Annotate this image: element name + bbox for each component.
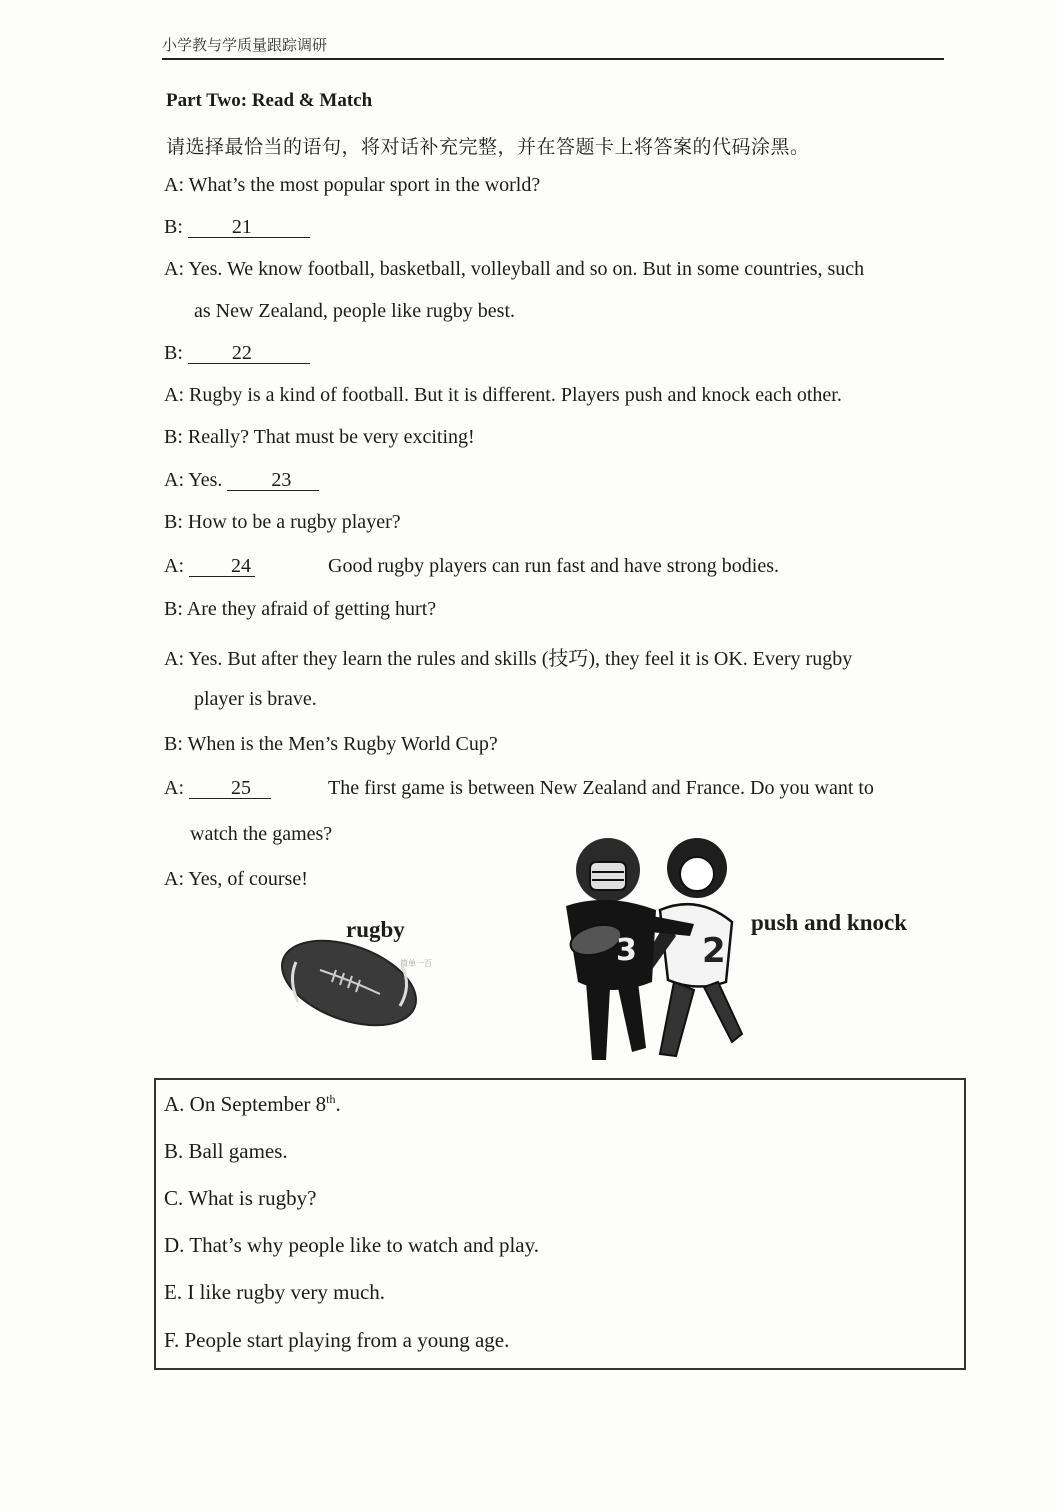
answer-blank-21[interactable]: 21 xyxy=(188,217,310,238)
option-a-post: . xyxy=(335,1092,341,1116)
dialogue-line-10: B: Are they afraid of getting hurt? xyxy=(164,598,437,620)
jersey-number-left: 3 xyxy=(616,933,637,968)
options-box xyxy=(154,1078,966,1370)
dialogue-line-13-cont: watch the games? xyxy=(190,823,333,845)
section-title: Part Two: Read & Match xyxy=(166,90,373,111)
dialogue-line-13-tail: The first game is between New Zealand and France. Do you want to xyxy=(328,777,874,799)
option-e[interactable]: E. I like rugby very much. xyxy=(164,1280,386,1304)
option-f[interactable]: F. People start playing from a young age. xyxy=(164,1328,510,1352)
rugby-label: rugby xyxy=(346,917,405,942)
dialogue-line-3-cont: as New Zealand, people like rugby best. xyxy=(194,300,516,322)
answer-blank-25[interactable]: 25 xyxy=(189,778,271,799)
speaker-a: A: xyxy=(164,777,184,799)
dialogue-line-1: A: What’s the most popular sport in the world? xyxy=(164,174,541,196)
dialogue-line-2 xyxy=(164,216,310,239)
dialogue-line-6: B: Really? That must be very exciting! xyxy=(164,426,475,448)
option-a-sup: th xyxy=(326,1092,336,1106)
option-a-text: A. On September 8 xyxy=(164,1092,327,1116)
dialogue-line-12: B: When is the Men’s Rugby World Cup? xyxy=(164,733,498,755)
speaker-b: B: xyxy=(164,216,183,238)
jersey-number-right: 2 xyxy=(702,931,726,971)
option-b[interactable]: B. Ball games. xyxy=(164,1139,288,1163)
option-c[interactable]: C. What is rugby? xyxy=(164,1186,317,1210)
answer-blank-23[interactable]: 23 xyxy=(227,470,319,491)
dialogue-line-8: B: How to be a rugby player? xyxy=(164,511,401,533)
dialogue-line-4 xyxy=(164,342,310,365)
dialogue-line-11-cont: player is brave. xyxy=(194,688,317,710)
dialogue-line-14: A: Yes, of course! xyxy=(164,868,308,890)
answer-blank-24[interactable]: 24 xyxy=(189,556,255,577)
option-d[interactable]: D. That’s why people like to watch and play. xyxy=(164,1233,539,1257)
header-text: 小学教与学质量跟踪调研 xyxy=(162,36,328,54)
dialogue-line-5: A: Rugby is a kind of football. But it is different. Players push and knock each other. xyxy=(164,384,842,406)
push-knock-label: push and knock xyxy=(751,910,907,935)
dialogue-line-7 xyxy=(164,469,319,492)
option-a[interactable] xyxy=(164,1092,341,1117)
speaker-a: A: Yes. xyxy=(164,469,223,491)
dialogue-line-9 xyxy=(164,555,864,578)
dialogue-line-13 xyxy=(164,777,974,800)
answer-blank-22[interactable]: 22 xyxy=(188,343,310,364)
speaker-a: A: xyxy=(164,555,184,577)
rugby-ball-icon xyxy=(276,930,422,1036)
dialogue-line-9-tail: Good rugby players can run fast and have strong bodies. xyxy=(328,555,779,577)
page-header xyxy=(162,34,944,60)
watermark: 简单一百 xyxy=(400,959,432,968)
section-instruction: 请选择最恰当的语句，将对话补充完整，并在答题卡上将答案的代码涂黑。 xyxy=(166,136,810,158)
speaker-b: B: xyxy=(164,342,183,364)
dialogue-line-11: A: Yes. But after they learn the rules and skills (技巧), they feel it is OK. Every rugby xyxy=(164,648,853,670)
dialogue-line-3: A: Yes. We know football, basketball, volleyball and so on. But in some countries, such xyxy=(164,258,865,280)
rugby-players-illustration xyxy=(556,832,746,1068)
